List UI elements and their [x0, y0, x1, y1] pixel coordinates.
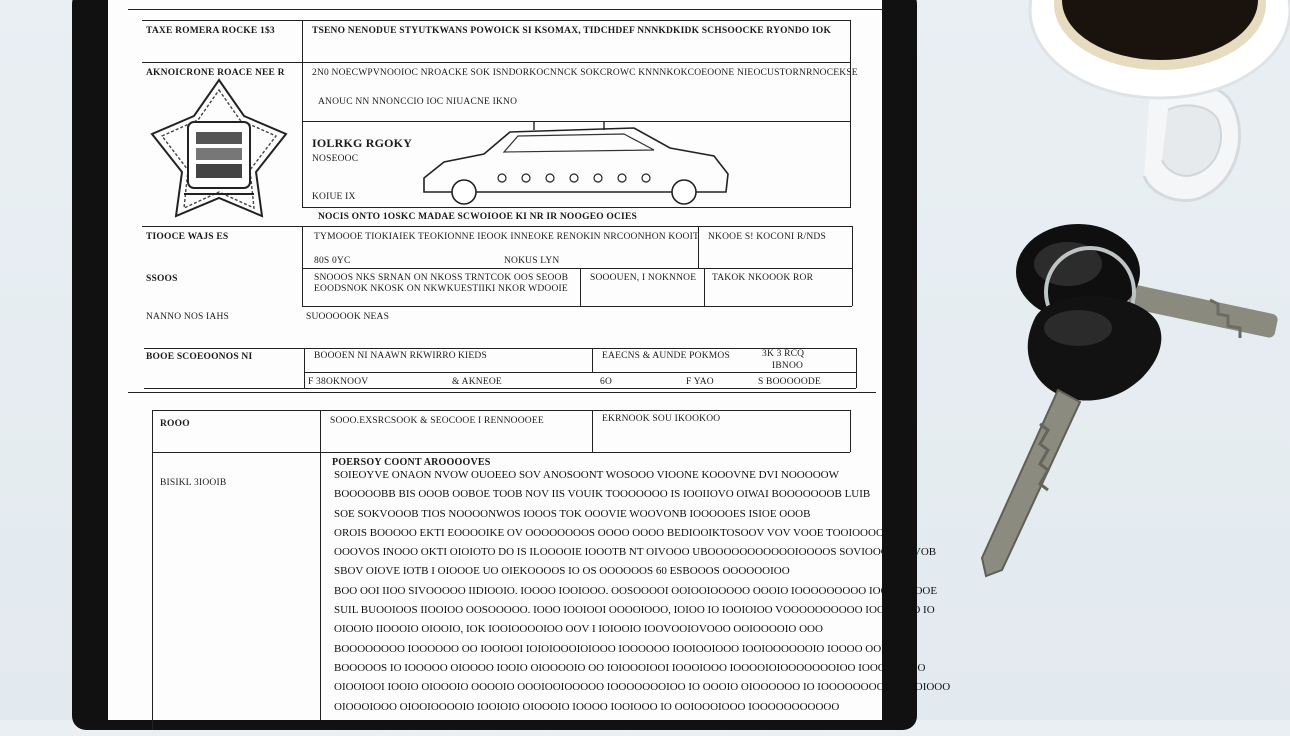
- body-paragraph: [334, 466, 951, 736]
- sec2-left-text: ROOO: [160, 419, 190, 429]
- row7-col4-text: 3K 3 RCQ: [762, 349, 805, 359]
- emblem-seal: [144, 76, 294, 226]
- row2-left-text: AKNOICRONE ROACE NEE R: [146, 68, 285, 78]
- row8-col4-text: F YAO: [686, 377, 714, 387]
- sec2-row-label: BISIKL 3IOOIB: [160, 478, 227, 488]
- para-line: BOOOOOBB BIS OOOB OOBOE TOOB NOV IIS VOUIK TOOOOOOO IS IOOIIOVO OIWAI BOOOOOOOB LUIB: [334, 488, 871, 501]
- row5-col3-text: TAKOK NKOOOK ROR: [712, 273, 814, 283]
- sec2-mid-text: SOOO.EXSRCSOOK & SEOCOOE I RENNOOOEE: [330, 416, 544, 426]
- para-line: OIOOIOOI IOOIO OIOOOIO OOOOIO OOOIOOIOOOOO IOOOOOOOIOO IO OOOIO OIOOOOOO IO IOOOOOOOOO IOOOIOOO: [334, 681, 951, 694]
- row4-right-text: NKOOE S! KOCONI R/NDS: [708, 232, 826, 242]
- para-line: BOOOOOS IO IOOOOO OIOOOO IOOIO OIOOOOIO OO IOIOOOIOOI IOOOIOOO IOOOOIOIOOOOOOOIOO IOOOOOOOO: [334, 661, 926, 674]
- row7-col3-text: EAECNS & AUNDE POKMOS: [602, 351, 730, 361]
- row4-mid-text: TYMOOOE TIOKIAIEK TEOKIONNE IEOOK INNEOKE RENOKIN NRCOONHON KOOIT: [314, 232, 699, 242]
- row6-left-text: NANNO NOS IAHS: [146, 312, 230, 322]
- row1-right-text: TSENO NENODUE STYUTKWANS POWOICK SI KSOMAX, TIDCHDEF NNNKDKIDK SCHSOOCKE RYONDO IOK: [312, 26, 832, 36]
- para-line: OIOOOIOOO OIOOIOOOOIO IOOIOIO OIOOOIO IOOOO IOOIOOO IO OOIOOOIOOO IOOOOOOOOOOO: [334, 700, 840, 713]
- row7-left-text: BOOE SCOEOONOS NI: [146, 352, 253, 362]
- para-line: OROIS BOOOOO EKTI EOOOOIKE OV OOOOOOOOS OOOO OOOO BEDIOOIKTOSOOV VOV VOOE TOOIOOOOI IOOB: [334, 526, 918, 539]
- para-line: OOOVOS INOOO OKTI OIOIOTO DO IS ILOOOOIE IOOOTB NT OIVOOO UBOOOOOOOOOOOIOOOOS SOVIOOOOS BVOB: [334, 546, 937, 559]
- coffee-mug: [1010, 0, 1290, 210]
- para-line: SOIEOYVE ONAON NVOW OUOEEO SOV ANOSOONT WOSOOO VIOONE KOOOVNE DVI NOOOOOW: [334, 469, 839, 481]
- para-line: IOOOOIOS IOO OOIOIO OOOO IOOOIOIOO OOOOOOOIOO IOOOOOOOOOOO IOOOIO IOOOOOOIO: [334, 719, 827, 732]
- row3-line2: NOSEOOC: [312, 154, 359, 164]
- row8-col3-text: 6O: [600, 377, 613, 387]
- row2-right-text-1: 2N0 NOECWPVNOOIOC NROACKE SOK ISNDORKOCNNCK SOKCROWC KNNNKOKCOEOONE NIEOCUSTORNRNOCEKSE: [312, 68, 858, 78]
- para-line: BOOOOOOOO IOOOOOO OO IOOIOOI IOIOIOOOIOIOOO IOOOOOO IOOIOOIOOO IOOIOOOOOOIO IOOOO OOI IOO: [334, 642, 908, 655]
- row2-right-text-2: ANOUC NN NNONCCIO IOC NIUACNE IKNO: [318, 97, 518, 107]
- row4-left-text: TIOOCE WAJS ES: [146, 232, 229, 242]
- row3-line3: KOIUE IX: [312, 192, 356, 202]
- sec2-heading: POERSOY COONT AROOOOVES: [332, 457, 491, 468]
- row5-left-text: SSOOS: [146, 274, 178, 284]
- row7-col5-text: IBNOO: [772, 361, 804, 371]
- row7-col2-text: KIEDS: [458, 351, 487, 361]
- para-line: OIOOIO IIOOOIO OIOOIO, IOK IOOIOOOOIOO OOV I IOIOOIO IOOVOOIOVOOO OOIOOOOIO OOO: [334, 623, 823, 636]
- row7-col1-text: BOOOEN NI NAAWN RKWIRRO: [314, 351, 456, 361]
- car-keys: [960, 210, 1280, 590]
- para-line: SUIL BUOOIOOS IIOOIOO OOSOOOOO. IOOO IOOIOOI OOOOIOOO, IOIOO IO IOOIOIOO VOOOOOOOOOO IOOOOIOO IO: [334, 604, 935, 617]
- row8-col2-text: & AKNEOE: [452, 377, 502, 387]
- row6-mid-text: SUOOOOOK NEAS: [306, 312, 390, 322]
- row4b-a: 80S 0YC: [314, 256, 351, 266]
- row1-left-text: TAXE ROMERA ROCKE 1$3: [146, 26, 275, 36]
- row5-mid-text-2: EOODSNOK NKOSK ON NKWKUESTIIKI NKOR WDOOIE: [314, 284, 568, 294]
- para-line: SBOV OIOVE IOTB I OIOOOE UO OIEKOOOOS IO OS OOOOOOS 60 ESBOOOS OOOOOOIOO: [334, 565, 790, 578]
- row8-col5-text: S BOOOOODE: [758, 377, 821, 387]
- row5-mid-text-1: SNOOOS NKS SRNAN ON NKOSS TRNTCOK OOS SEOOB: [314, 273, 569, 283]
- para-line: SOE SOKVOOOB TIOS NOOOONWOS IOOOS TOK OOOVIE WOOVONB IOOOOOES ISIOE OOOB: [334, 507, 811, 520]
- row3-line1: IOLRKG RGOKY: [312, 136, 413, 150]
- vehicle-document: [108, 0, 951, 732]
- vehicle-line-drawing: [414, 118, 734, 210]
- row3b-text: NOCIS ONTO 1OSKC MADAE SCWOIOOE KI NR IR NOOGEO OCIES: [318, 212, 637, 222]
- row5-col2-text: SOOOUEN, I NOKNNOE: [590, 273, 697, 283]
- row4b-b: NOKUS LYN: [504, 256, 560, 266]
- sec2-right-text: EKRNOOK SOU IKOOKOO: [602, 414, 721, 424]
- para-line: BOO OOI IIOO SIVOOOOO IIDIOOIO. IOOOO IOOIOOO. OOSOOOOI OOIOOIOOOOO OOOIO IOOOOOOOOO IOOIOO IOOE: [334, 584, 938, 597]
- row8-col1-text: F 38OKNOOV: [308, 377, 369, 387]
